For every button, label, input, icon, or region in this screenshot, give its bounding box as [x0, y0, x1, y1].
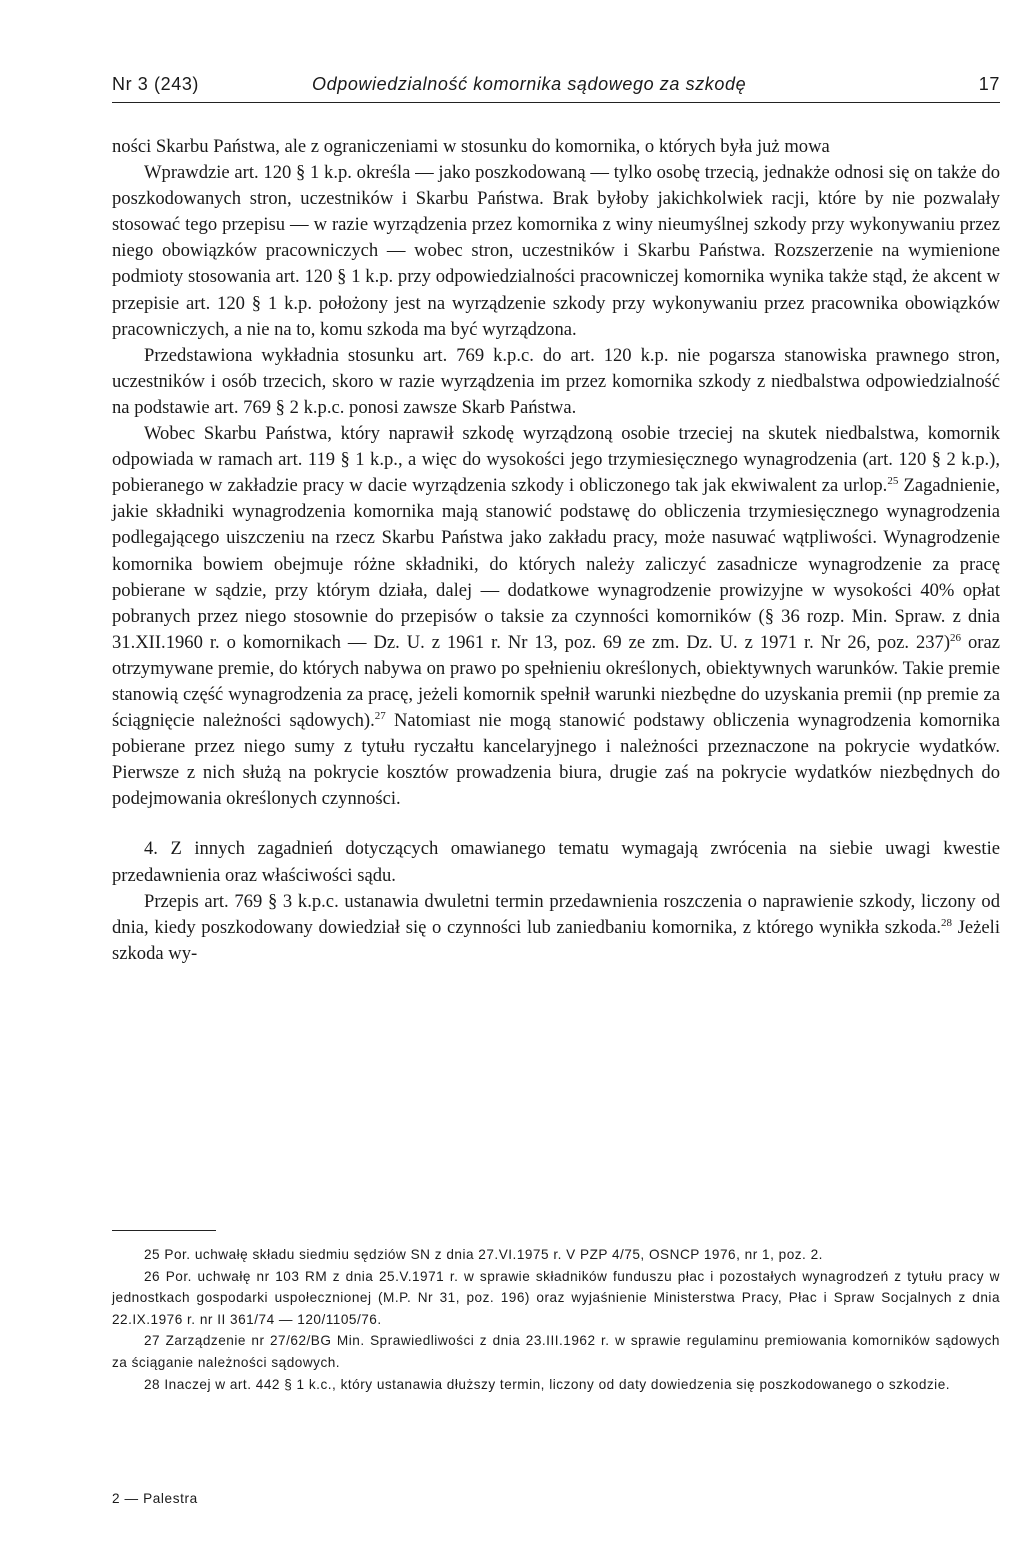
paragraph [112, 889, 1000, 967]
footnote: 25 Por. uchwałę składu siedmiu sędziów SN z dnia 27.VI.1975 r. V PZP 4/75, OSNCP 1976, nr 1, poz. 2. [144, 1247, 823, 1262]
paragraph-text: oraz otrzymywane premie, do których nabywa on prawo po spełnieniu określonych, obiektywnych warunków. Takie premie stanowią część wynagrodzenia za pracę, jeżeli komornik spełnił warunki niezbędne do uzyskania premii (np premie za ściągnięcie należności sądowych). [112, 631, 1000, 732]
footnote-ref: 28 [941, 916, 952, 929]
paragraph [112, 421, 1000, 812]
paragraph: Przedstawiona wykładnia stosunku art. 769 k.p.c. do art. 120 k.p. nie pogarsza stanowiska prawnego stron, uczestników i osób trzecich, skoro w razie wyrządzenia im przez komornika szkody z niedbalstwa odpowiedzialność na podstawie art. 769 § 2 k.p.c. ponosi zawsze Skarb Państwa. [112, 344, 1000, 418]
paragraph-text: Natomiast nie mogą stanowić podstawy obliczenia wynagrodzenia komornika pobierane przez niego sumy z tytułu ryczałtu kancelaryjnego i należności przeznaczone na pokrycie wydatków. Pierwsze z nich służą na pokrycie kosztów prowadzenia biura, drugie zaś na pokrycie wydatków niezbędnych do podejmowania określonych czynności. [112, 710, 1000, 810]
paragraph-text: Jeżeli szkoda wy- [112, 916, 1000, 964]
section-paragraph: 4. Z innych zagadnień dotyczących omawianego tematu wymagają zwrócenia na siebie uwagi kwestie przedawnienia oraz właściwości sądu. [112, 838, 1000, 886]
paragraph-text: Przepis art. 769 § 3 k.p.c. ustanawia dwuletni termin przedawnienia roszczenia o naprawienie szkody, liczony od dnia, kiedy poszkodowany dowiedział się o czynności lub zaniedbaniu komornika, z którego wynikła szkoda. [112, 890, 1000, 938]
issue-number: Nr 3 (243) [112, 74, 200, 94]
footnote-ref: 26 [950, 631, 962, 644]
paragraph: Wprawdzie art. 120 § 1 k.p. określa — jako poszkodowaną — tylko osobę trzecią, jednakże odnosi się on także do poszkodowanych stron, uczestników i Skarbu Państwa. Brak byłoby jakichkolwiek racji, które by nie pozwalały stosować tego przepisu — w razie wyrządzenia przez komornika z winy nieumyślnej szkody przy wykonywaniu przez niego obowiązków pracowniczych — wobec stron, uczestników i Skarbu Państwa. Rozszerzenie na wymienione podmioty stosowania art. 120 § 1 k.p. przy odpowiedzialności pracowniczej komornika wynika także stąd, że akcent w przepisie art. 120 § 1 k.p. położony jest na wyrządzenie szkody przy wykonywaniu przez pracownika obowiązków pracowniczych, a nie na to, komu szkoda ma być wyrządzona. [112, 162, 1000, 340]
running-title: Odpowiedzialność komornika sądowego za szkodę [312, 74, 747, 94]
paragraph-text: Wobec Skarbu Państwa, który naprawił szkodę wyrządzoną osobie trzeciej na skutek niedbalstwa, komornik odpowiada w ramach art. 119 § 1 k.p., a więc do wysokości jego trzymiesięcznego wynagrodzenia (art. 120 § 2 k.p.), pobieranego w zakładzie pracy w dacie wyrządzenia szkody i obliczonego tak jak ekwiwalent za urlop. [112, 423, 1000, 497]
page-number: 17 [978, 74, 1000, 94]
footnote: 28 Inaczej w art. 442 § 1 k.c., który ustanawia dłuższy termin, liczony od daty dowiedzenia się poszkodowanego o szkodzie. [144, 1376, 951, 1392]
footnotes [112, 1244, 1000, 1395]
body-text [112, 134, 1000, 967]
paragraph: ności Skarbu Państwa, ale z ograniczeniami w stosunku do komornika, o których była już mowa [112, 136, 830, 157]
footnote: 26 Por. uchwałę nr 103 RM z dnia 25.V.1971 r. w sprawie składników funduszu płac i pozostałych wynagrodzeń z tytułu pracy w jednostkach gospodarki uspołecznionej (M.P. Nr 31, poz. 196) oraz wyjaśnienie Ministerstwa Pracy, Płac i Spraw Socjalnych z dnia 22.IX.1976 r. nr II 361/74 — 120/1105/76. [112, 1268, 1000, 1327]
footnote-ref: 25 [887, 475, 899, 488]
paragraph-text: Zagadnienie, jakie składniki wynagrodzenia komornika mają stanowić podstawę do obliczenia trzymiesięcznego wynagrodzenia podlegającego uiszczeniu na rzecz Skarbu Państwa jako zakładu pracy, może nasuwać wątpliwości. Wynagrodzenie komornika bowiem obejmuje różne składniki, do których należy zaliczyć zasadnicze wynagrodzenie za pracę pobierane w sądzie, przy którym działa, dalej — dodatkowe wynagrodzenie prowizyjne w wysokości 40% opłat pobranych przez niego stosownie do przepisów o taksie za czynności komorników (§ 36 rozp. Min. Spraw. z dnia 31.XII.1960 r. o komornikach — Dz. U. z 1961 r. Nr 13, poz. 69 ze zm. Dz. U. z 1971 r. Nr 26, poz. 237) [112, 475, 1001, 653]
footnote-ref: 27 [374, 709, 386, 722]
running-head [112, 72, 1000, 103]
footnote: 27 Zarządzenie nr 27/62/BG Min. Sprawiedliwości z dnia 23.III.1962 r. w sprawie regulaminu premiowania komorników sądowych za ściąganie należności sądowych. [112, 1333, 1000, 1370]
signature-mark: 2 — Palestra [112, 1491, 198, 1506]
footnote-divider [112, 1230, 216, 1231]
